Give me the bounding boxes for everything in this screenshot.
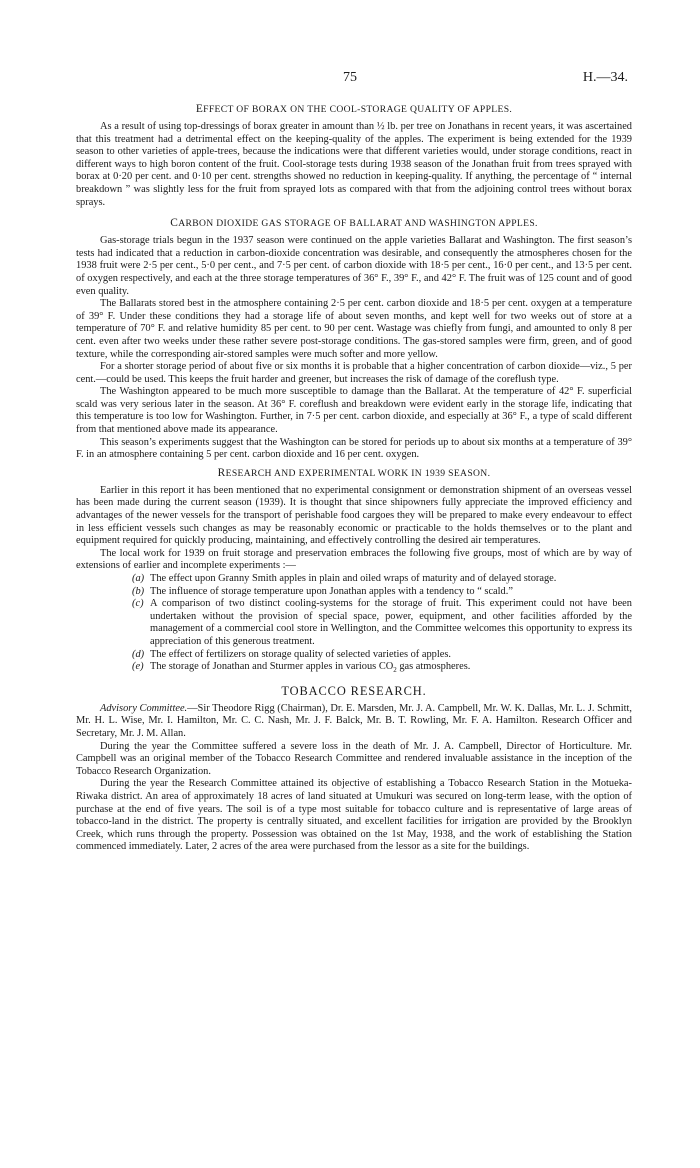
carbon-paragraph-4: The Washington appeared to be much more susceptible to damage than the Ballarat. At the temperature of 42° F. superficial scald was very serious later in the season. At 36° F. coreflush and breakdown were evident early in the storage life, indicating that this temperature is too low for Washington. Further, in 7·5 per cent. carbon dioxide, and especially at 36° F., a type of scald different from that mentioned above made its appearance. xyxy=(76,386,632,436)
page-header xyxy=(0,72,700,88)
research-paragraph-2: The local work for 1939 on fruit storage and preservation embraces the following five groups, most of which are by way of extensions of earlier and incomplete experiments :— xyxy=(76,547,632,572)
page-number: 75 xyxy=(343,70,357,85)
carbon-paragraph-3: For a shorter storage period of about five or six months it is probable that a higher concentration of carbon dioxide—viz., 5 per cent.—could be used. This keeps the fruit harder and greener, but increases the risk of damage of the coreflush type. xyxy=(76,361,632,385)
list-item: (d) The effect of fertilizers on storage quality of selected varieties of apples. xyxy=(132,648,452,660)
carbon-paragraph-1: Gas-storage trials begun in the 1937 season were continued on the apple varieties Ballarat and Washington. The first season’s tests had indicated that a reduction in carbon-dioxide concentration was desirable, and consequently the atmospheres chosen for the 1938 fruit were 2·5 per cent., 5·0 per cent., and 7·5 per cent. of carbon dioxide with 18·5 per cent., 16·0 per cent., and 13·5 per cent. of oxygen respectively, and each at the three storage temperatures of 36° F., 39° F., and 42° F. The fruit was of 125 count and of good even quality. xyxy=(76,235,632,297)
tobacco-paragraph-1: During the year the Committee suffered a severe loss in the death of Mr. J. A. Campbell, Director of Horticulture. Mr. Campbell was an original member of the Tobacco Research Committee and rendered invaluable assistance in the inception of the Tobacco Research Organization. xyxy=(76,740,632,777)
carbon-paragraph-5: This season’s experiments suggest that the Washington can be stored for periods up to about six months at a temperature of 39° F. in an atmosphere containing 5 per cent. carbon dioxide and 16 per cent. oxygen. xyxy=(76,436,632,461)
borax-paragraph: As a result of using top-dressings of borax greater in amount than ½ lb. per tree on Jonathans in recent years, it was ascertained that this treatment had a detrimental effect on the keeping-quality of the apples. The experiment is being extended for the 1939 season to other varieties of apple-trees, because the indications were that different varieties would, under storage conditions, react in different ways to high boron content of the fruit. Cool-storage tests during 1938 season of the Jonathan fruit from trees sprayed with borax at 0·20 per cent. and 0·10 per cent. strengths showed no reduction in keeping-quality. If anything, the percentage of “ internal breakdown ” was slightly less for the fruit from sprayed lots as compared with that from the adjoining control trees without borax sprays. xyxy=(76,121,632,208)
experiment-list xyxy=(76,573,632,674)
tobacco-paragraph-2: During the year the Research Committee attained its objective of establishing a Tobacco Research Station in the Motueka-Riwaka district. An area of approximately 18 acres of land situated at Umukuri was secured on long-term lease, with the option of purchase at the end of five years. The soil is of a type most suitable for tobacco culture and is representative of large areas of tobacco-land in the district. The property is centrally situated, and excellent facilities for irrigation are provided by the Brooklyn Creek, which runs through the property. Possession was obtained on the 1st May, 1938, and the work of establishing the Station commenced immediately. Later, 2 acres of the area were purchased from the lessor as a site for the buildings. xyxy=(76,778,632,853)
heading-research-1939: RESEARCH AND EXPERIMENTAL WORK IN 1939 SEASON. xyxy=(217,466,491,479)
list-item: (a) The effect upon Granny Smith apples in plain and oiled wraps of maturity and of delayed storage. xyxy=(132,573,557,584)
heading-carbon-dioxide: CARBON DIOXIDE GAS STORAGE OF BALLARAT AND WASHINGTON APPLES. xyxy=(170,217,538,230)
page-body xyxy=(76,103,632,854)
heading-borax: EFFECT OF BORAX ON THE COOL-STORAGE QUALITY OF APPLES. xyxy=(195,103,513,115)
research-paragraph-1: Earlier in this report it has been mentioned that no experimental consignment or demonstration shipment of an overseas vessel has been made during the current season (1939). It is thought that since shipowners fully appreciate the improved efficiency and advantages of the newer vessels for the transport of perishable food cargoes they will be prepared to make every endeavour to effect in less efficient vessels such changes as may be reasonably economic or practicable to the holds themselves or to the plant and equipment required for quickly producing, maintaining, and effectively controlling the desired air temperatures. xyxy=(76,484,632,547)
carbon-paragraph-2: The Ballarats stored best in the atmosphere containing 2·5 per cent. carbon dioxide and 18·5 per cent. oxygen at a temperature of 39° F. Under these conditions they had a storage life of about seven months, and kept well for two weeks out of store at a temperature of 70° F. and relative humidity 85 per cent. to 90 per cent. Wastage was chiefly from fungi, and amounted to only 8 per cent. even after two weeks under these rather severe post-storage conditions. The gas-stored samples were firm, green, and of good texture, while the corresponding air-stored samples were much softer and more yellow. xyxy=(76,298,632,360)
list-item: (c) A comparison of two distinct cooling-systems for the storage of fruit. This experiment could not have been undertaken without the provision of special space, power, equipment, and other facilities afforded by the management of a commercial cool store in Wellington, and the Committee welcomes this opportunity to express its appreciation of this generous treatment. xyxy=(132,598,632,647)
list-item: (b) The influence of storage temperature upon Jonathan apples with a tendency to “ scald.” xyxy=(132,585,513,597)
list-item: (e) The storage of Jonathan and Sturmer apples in various $CO_2$ gas atmospheres. xyxy=(132,661,471,675)
heading-tobacco-research: TOBACCO RESEARCH. xyxy=(281,683,427,698)
committee-paragraph: Advisory Committee.—Sir Theodore Rigg (Chairman), Dr. E. Marsden, Mr. J. A. Campbell, Mr. W. K. Dallas, Mr. L. J. Schmitt, Mr. H. L. Wise, Mr. I. Hamilton, Mr. C. C. Nash, Mr. J. F. Balck, Mr. B. T. Rowling, Mr. F. A. Hamilton. Research Officer and Secretary, Mr. J. M. Allan. xyxy=(76,702,632,739)
document-reference: H.—34. xyxy=(582,70,628,85)
